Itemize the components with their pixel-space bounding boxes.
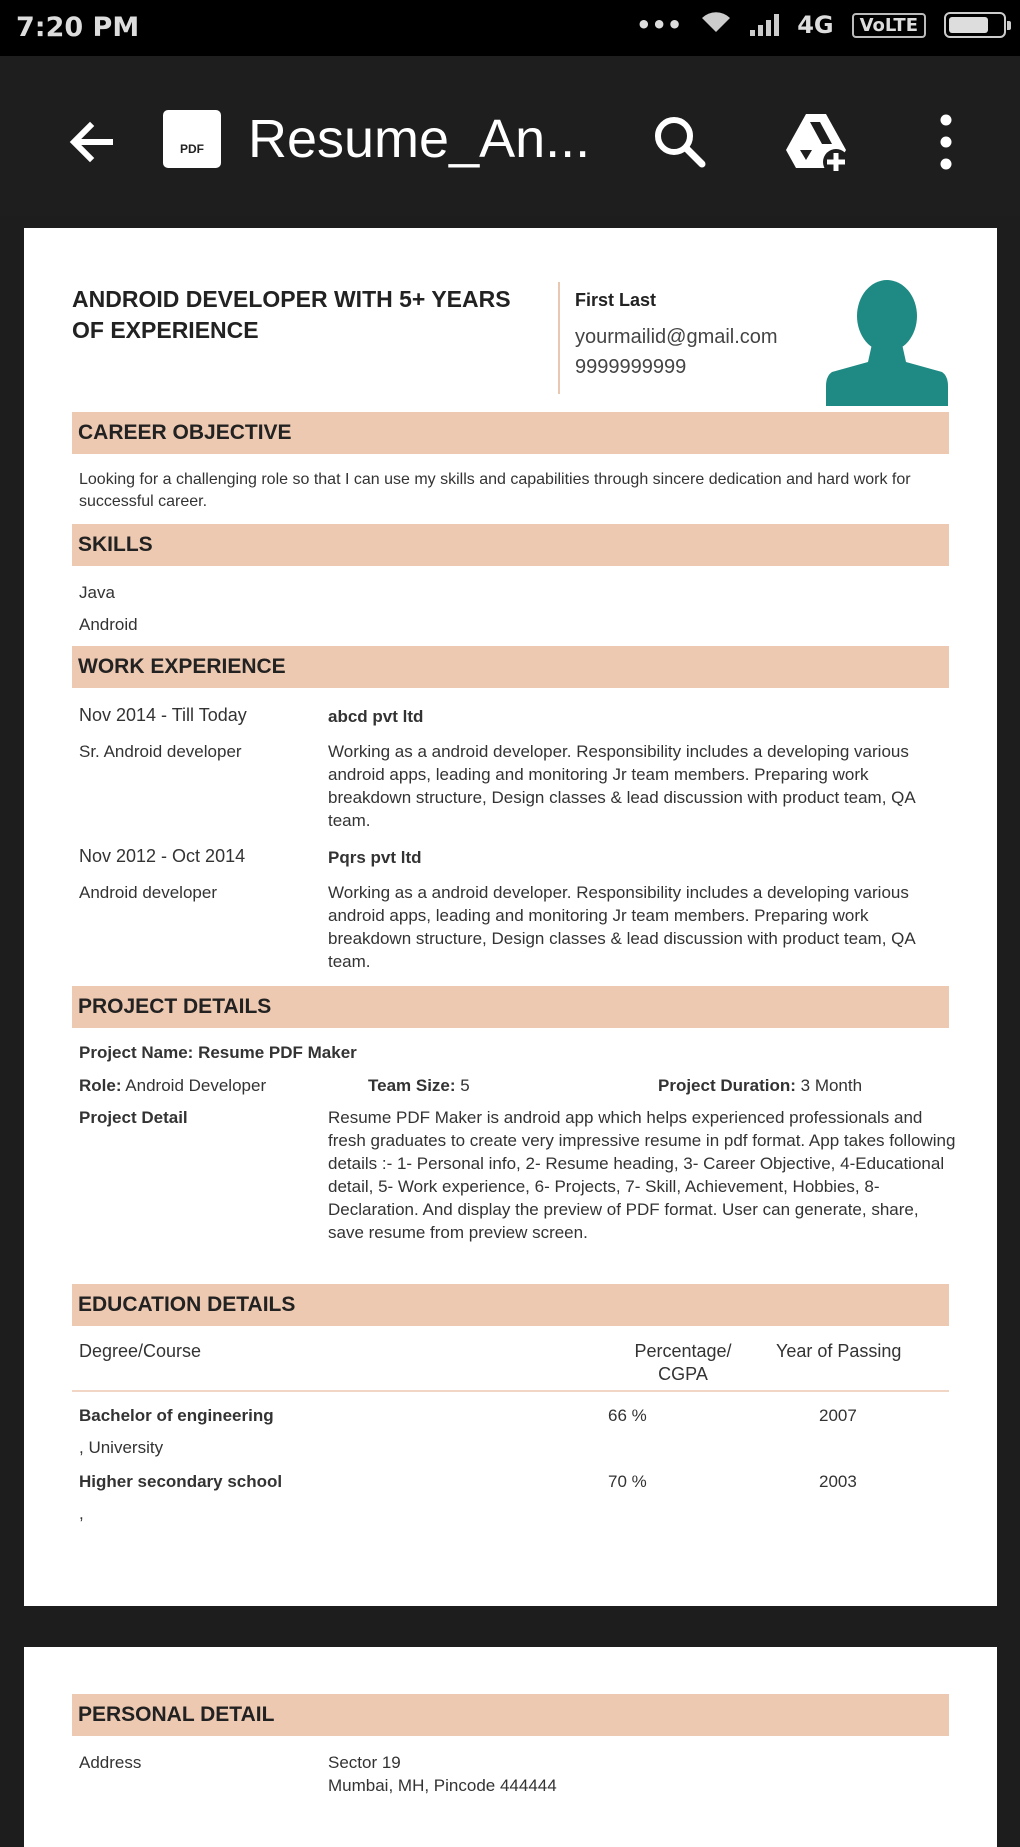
job-role: Sr. Android developer xyxy=(79,742,242,761)
job-description: Working as a android developer. Responsibility includes a developing various android apps, leading and monitoring Jr team members. Preparing work breakdown structure, Design classes & lead discussion with product team, QA team. xyxy=(328,883,915,971)
project-role: Android Developer xyxy=(125,1076,267,1095)
career-objective-text: Looking for a challenging role so that I can use my skills and capabilities through sincere dedication and hard work for successful career. xyxy=(79,471,911,510)
wifi-icon xyxy=(700,10,732,40)
duration-label: Project Duration: xyxy=(658,1076,796,1095)
project-role-label: Role: xyxy=(79,1076,122,1095)
address-label: Address xyxy=(79,1753,142,1772)
education-year: 2003 xyxy=(819,1472,857,1491)
project-duration-row xyxy=(658,1074,862,1097)
education-column-header: Year of Passing xyxy=(776,1341,902,1361)
education-institution: , xyxy=(79,1504,84,1523)
app-toolbar xyxy=(0,56,1020,216)
job-dates: Nov 2012 - Oct 2014 xyxy=(79,846,246,866)
education-degree: Higher secondary school xyxy=(79,1472,283,1491)
resume-headline: ANDROID DEVELOPER WITH 5+ YEARS OF EXPERIENCE xyxy=(72,286,511,343)
address-line: Mumbai, MH, Pincode 444444 xyxy=(328,1776,557,1795)
education-column-header: Degree/Course xyxy=(79,1341,202,1361)
education-institution: , University xyxy=(79,1438,164,1457)
contact-email: yourmailid@gmail.com xyxy=(575,326,778,348)
project-detail-text: Resume PDF Maker is android app which helps experienced professionals and fresh graduates to create very impressive resume in pdf format. App takes following details :- 1- Personal info, 2- Resume heading, 3- Career Objective, 4-Educational detail, 5- Work experience, 6- Projects, 7- Skill, Achievement, Hobbies, 8- Declaration. And display the preview of PDF format. User can generate, share, save resume from preview screen. xyxy=(328,1108,956,1242)
job-company: Pqrs pvt ltd xyxy=(328,848,422,867)
status-time: 7:20 PM xyxy=(16,12,140,43)
avatar-icon xyxy=(824,278,950,406)
duration: 3 Month xyxy=(800,1076,863,1095)
contact-phone: 9999999999 xyxy=(575,356,687,378)
job-company: abcd pvt ltd xyxy=(328,707,424,726)
back-arrow-icon[interactable] xyxy=(62,112,122,172)
header-divider xyxy=(558,282,560,394)
project-role-row xyxy=(79,1074,266,1097)
education-degree: Bachelor of engineering xyxy=(79,1406,274,1425)
more-vert-icon[interactable] xyxy=(930,106,962,178)
contact-name: First Last xyxy=(575,290,657,310)
team-size: 5 xyxy=(460,1076,470,1095)
education-percentage: 66 % xyxy=(608,1406,647,1425)
status-icons xyxy=(636,10,1006,40)
skill-item: Java xyxy=(79,583,115,602)
volte-badge: VoLTE xyxy=(852,13,926,38)
team-size-label: Team Size: xyxy=(368,1076,456,1095)
education-header-divider xyxy=(72,1390,949,1392)
project-detail-label: Project Detail xyxy=(79,1108,188,1127)
section-skills: SKILLS xyxy=(72,524,949,566)
search-icon[interactable] xyxy=(648,110,712,174)
section-project-details: PROJECT DETAILS xyxy=(72,986,949,1028)
network-type: 4G xyxy=(797,11,834,39)
signal-icon xyxy=(750,14,779,36)
address-line: Sector 19 xyxy=(328,1753,401,1772)
section-career-objective: CAREER OBJECTIVE xyxy=(72,412,949,454)
job-dates: Nov 2014 - Till Today xyxy=(79,705,247,725)
job-description: Working as a android developer. Responsibility includes a developing various android apps, leading and monitoring Jr team members. Preparing work breakdown structure, Design classes & lead discussion with product team, QA team. xyxy=(328,742,915,830)
section-education-details: EDUCATION DETAILS xyxy=(72,1284,949,1326)
notification-dots-icon: ••• xyxy=(636,11,683,39)
drive-add-icon[interactable] xyxy=(780,106,852,178)
education-column-header: Percentage/ CGPA xyxy=(634,1341,732,1384)
job-role: Android developer xyxy=(79,883,217,902)
project-name: Resume PDF Maker xyxy=(198,1043,357,1062)
section-personal-detail: PERSONAL DETAIL xyxy=(72,1694,949,1736)
section-work-experience: WORK EXPERIENCE xyxy=(72,646,949,688)
project-team-size-row xyxy=(368,1074,470,1097)
battery-icon xyxy=(944,12,1006,38)
education-year: 2007 xyxy=(819,1406,857,1425)
status-bar xyxy=(0,0,1020,56)
project-name-label: Project Name: xyxy=(79,1043,194,1062)
pdf-page-1[interactable] xyxy=(24,228,997,1606)
education-percentage: 70 % xyxy=(608,1472,647,1491)
pdf-page-2[interactable] xyxy=(24,1647,997,1847)
pdf-file-icon: PDF xyxy=(163,110,221,168)
skill-item: Android xyxy=(79,615,138,634)
project-name-row xyxy=(79,1041,357,1064)
document-title: Resume_An... xyxy=(248,109,591,169)
